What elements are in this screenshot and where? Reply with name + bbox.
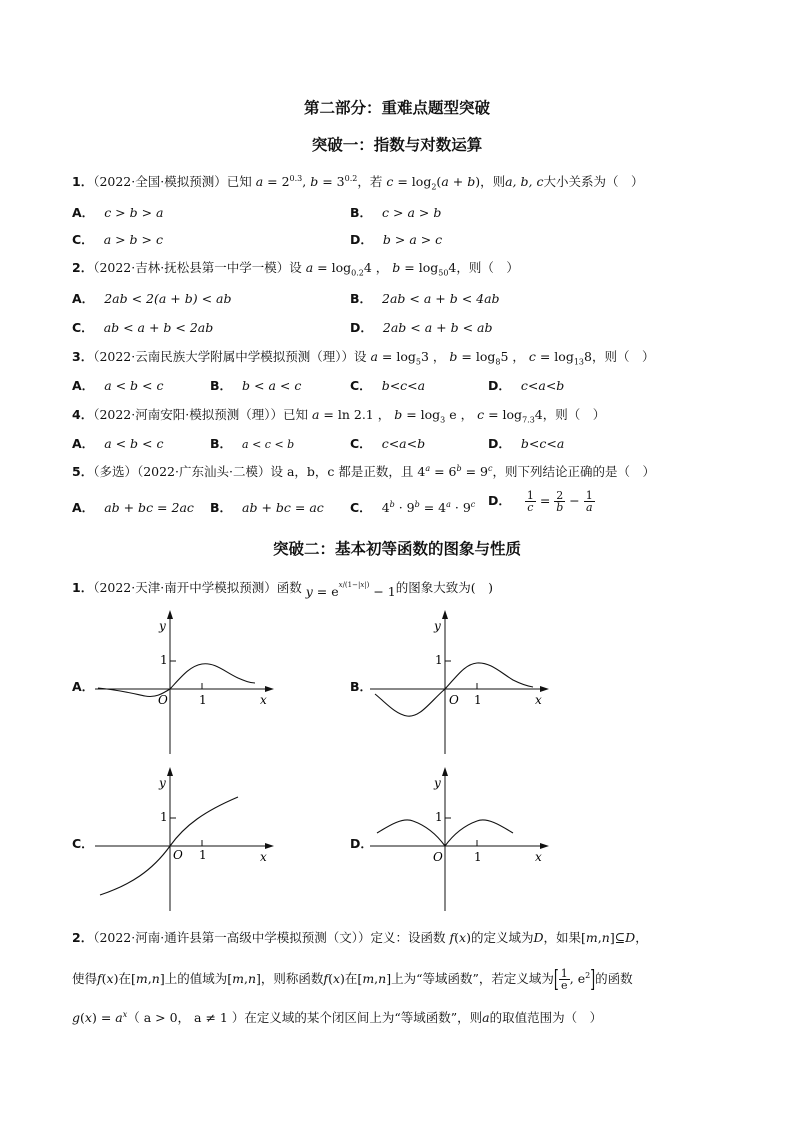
svg-text:O: O [449, 693, 459, 707]
option: B． a < c < b [210, 436, 295, 451]
svg-text:1: 1 [435, 810, 443, 824]
option: B． 2ab < a + b < 4ab [350, 291, 500, 306]
svg-text:1: 1 [199, 693, 207, 707]
option: B． b < a < c [210, 378, 302, 393]
option: D． b<c<a [488, 436, 565, 451]
svg-text:y: y [434, 619, 441, 633]
question-1-3: 3．（2022·云南民族大学附属中学模拟预测（理））设 $a = \log_53$ ， $b = \log_85$ ， $c = \log_{13}8$，则（ ） [72, 349, 655, 367]
formula: $y = e^{x/(1-|x|)} - 1$ [305, 580, 396, 599]
section1-title: 突破一：指数与对数运算 [311, 136, 483, 154]
question-2-2-line2: 使得f(x)在[m,n]上的值域为[m,n]，则称函数f(x)在[m,n]上为“等域函数”，若定义域为[ $\frac{1}{e}$ , $e^2$]的函数 [72, 964, 633, 993]
svg-text:1: 1 [160, 810, 168, 824]
option: D． c<a<b [488, 378, 565, 393]
svg-text:x: x [535, 850, 542, 864]
svg-text:1: 1 [160, 653, 168, 667]
svg-text:O: O [158, 693, 168, 707]
svg-text:O: O [173, 848, 183, 862]
option: A． a < b < c [72, 436, 164, 451]
option: D． b > a > c [350, 232, 443, 247]
option: B． c > a > b [350, 205, 442, 220]
question-1-1: 1．（2022·全国·模拟预测）已知 $a = 2^{0.3}$, $b = 3^{0.2}$，若 $c = \log_2(a + b)$，则a, b, c大小关系为（ ） [72, 173, 644, 192]
question-1-5: 5．（多选）（2022·广东汕头·二模）设 a，b，c 都是正数，且 $4^a = 6^b = 9^c$，则下列结论正确的是（ ） [72, 463, 655, 479]
option: C． ab < a + b < 2ab [72, 320, 214, 335]
graph-c [90, 763, 280, 913]
option: A． a < b < c [72, 378, 164, 393]
math-def: $a = 2^{0.3}$, $b = 3^{0.2}$ [255, 173, 358, 189]
graph-label-b: B． [350, 679, 373, 694]
graph-label-c: C． [72, 836, 94, 851]
svg-text:1: 1 [474, 850, 482, 864]
svg-text:x: x [535, 693, 542, 707]
option: B． ab + bc = ac [210, 500, 324, 515]
option: C． c<a<b [350, 436, 426, 451]
question-2-2-line1: 2．（2022·河南·通许县第一高级中学模拟预测（文））定义：设函数 f(x)的定义域为D，如果[m,n]⊆D， [72, 930, 648, 945]
question-2-1: 1．（2022·天津·南开中学模拟预测）函数 $y = e^{x/(1-|x|)} - 1$的图象大致为( ) [72, 580, 494, 599]
question-1-2: 2．（2022·吉林·抚松县第一中学一模）设 $a = \log_{0.2}4$ ， $b = \log_{50}4$，则（ ） [72, 260, 519, 278]
svg-text:y: y [434, 776, 441, 790]
option: A． c > b > a [72, 205, 164, 220]
option: C． $4^b \cdot 9^b = 4^a \cdot 9^c$ [350, 499, 476, 515]
svg-text:1: 1 [435, 653, 443, 667]
option: C． a > b > c [72, 232, 163, 247]
option: D． 2ab < a + b < ab [350, 320, 493, 335]
graph-b [365, 606, 555, 756]
svg-text:x: x [260, 693, 267, 707]
graph-label-a: A． [72, 679, 95, 694]
option: A． 2ab < 2(a + b) < ab [72, 291, 232, 306]
svg-text:1: 1 [199, 848, 207, 862]
svg-text:x: x [260, 850, 267, 864]
graph-label-d: D． [350, 836, 373, 851]
option: D． $\frac{1}{c}$ = $\frac{2}{b}$ − $\frac{1}{a}$ [488, 489, 593, 514]
option: A． ab + bc = 2ac [72, 500, 194, 515]
part-title: 第二部分：重难点题型突破 [303, 99, 490, 117]
question-2-2-line3: $g(x) = a^x$（ a > 0， a ≠ 1 ）在定义域的某个闭区间上为“等域函数”，则a的取值范围为（ ） [72, 1009, 603, 1025]
graph-d [365, 763, 555, 913]
svg-text:1: 1 [474, 693, 482, 707]
svg-text:O: O [433, 850, 443, 864]
svg-text:y: y [159, 776, 166, 790]
option: C． b<c<a [350, 378, 426, 393]
question-1-4: 4．（2022·河南安阳·模拟预测（理））已知 a = ln 2.1 ， $b = \log_3 e$ ， $c = \log_{7.3}4$，则（ ） [72, 407, 606, 425]
graph-a [90, 606, 280, 756]
math-cond: $c = \log_2(a + b)$ [386, 174, 481, 192]
svg-text:y: y [159, 619, 166, 633]
section2-title: 突破二：基本初等函数的图象与性质 [272, 540, 521, 558]
